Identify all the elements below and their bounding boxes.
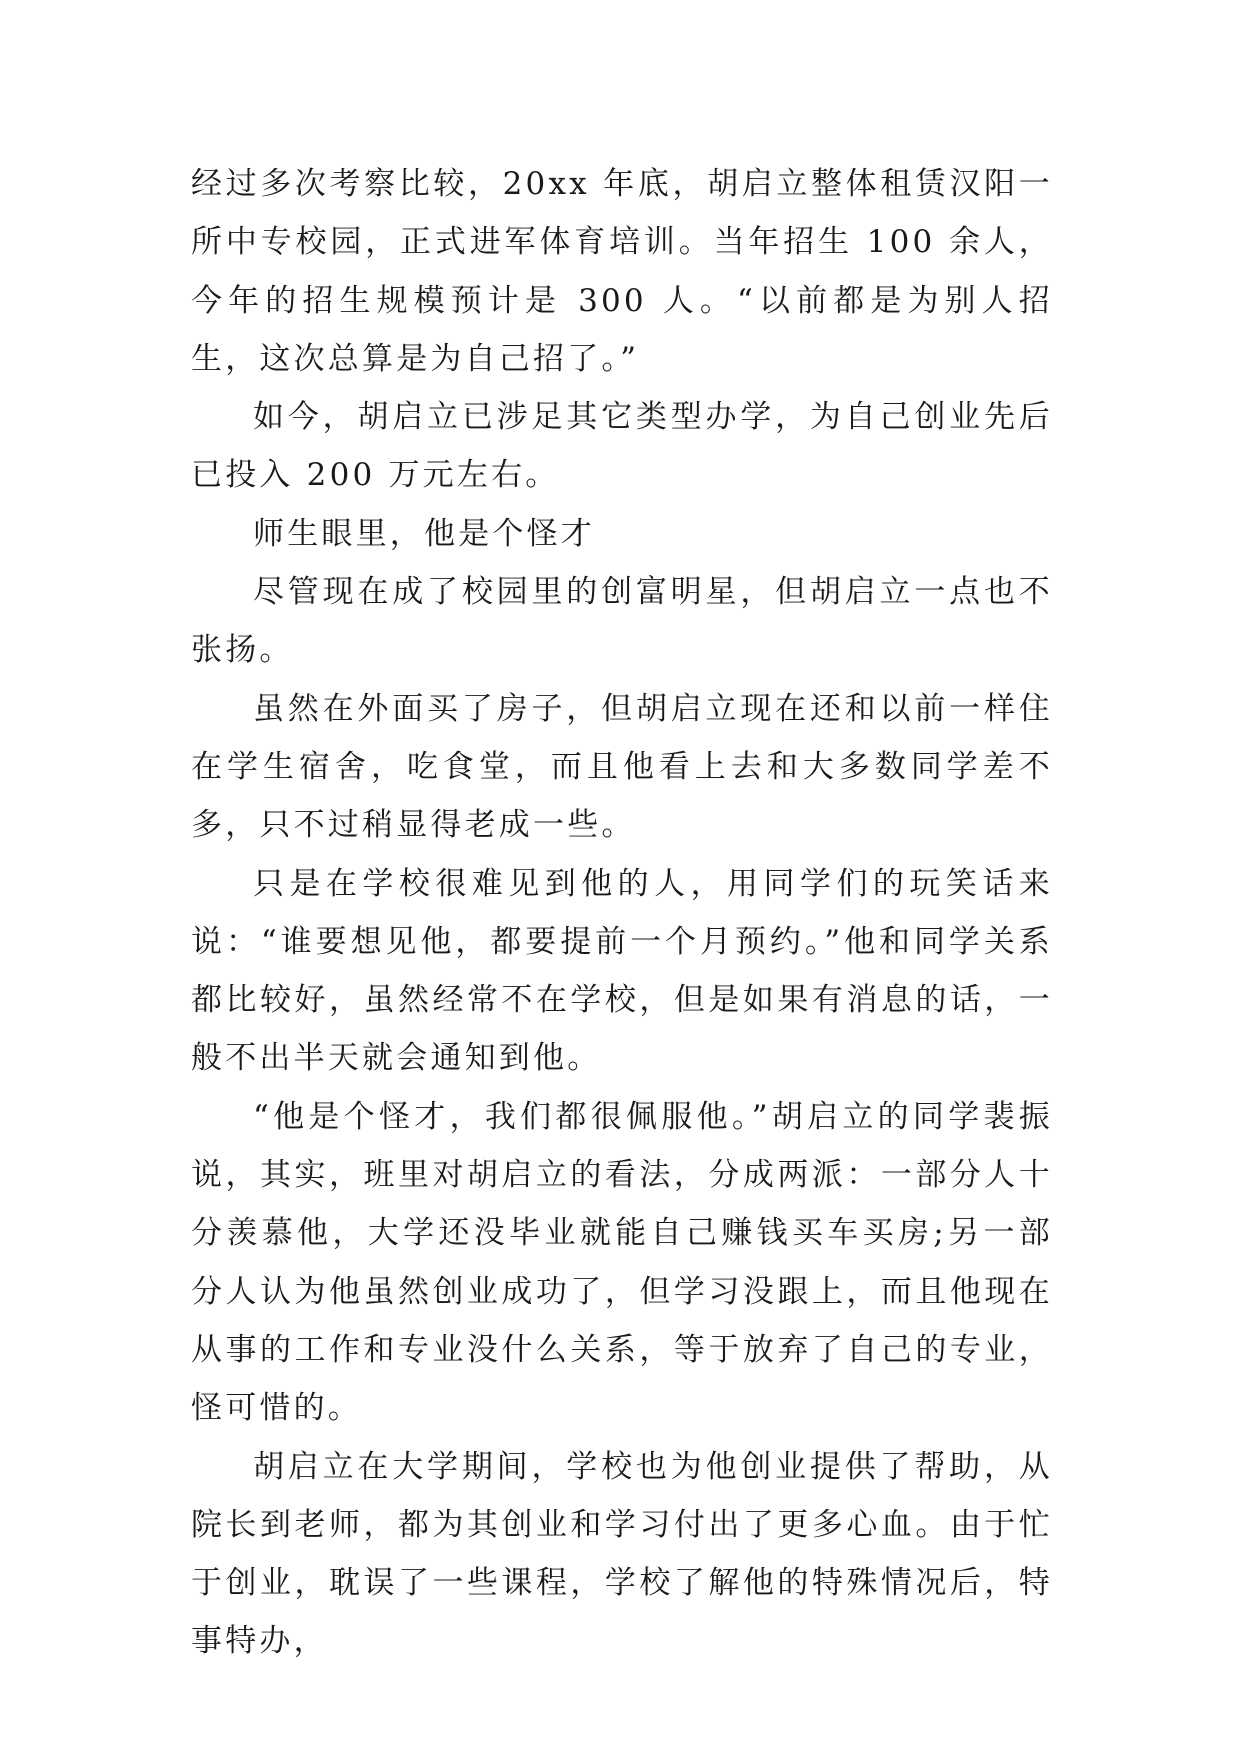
paragraph-2: 如今，胡启立已涉足其它类型办学，为自己创业先后已投入 200 万元左右。 xyxy=(191,399,1053,494)
paragraph-3: 尽管现在成了校园里的创富明星，但胡启立一点也不张扬。 xyxy=(191,574,1053,669)
paragraph-7: 胡启立在大学期间，学校也为他创业提供了帮助，从院长到老师，都为其创业和学习付出了更多心血。由于忙于创业，耽误了一些课程，学校了解他的特殊情况后，特事特办， xyxy=(191,1448,1053,1660)
document-body xyxy=(191,155,1053,1671)
section-heading: 师生眼里，他是个怪才 xyxy=(253,515,595,552)
paragraph-1: 经过多次考察比较，20xx 年底，胡启立整体租赁汉阳一所中专校园，正式进军体育培训。当年招生 100 余人，今年的招生规模预计是 300 人。“以前都是为别人招生，这次总算是为自己招了。” xyxy=(191,166,1053,377)
paragraph-5: 只是在学校很难见到他的人，用同学们的玩笑话来说：“谁要想见他，都要提前一个月预约。”他和同学关系都比较好，虽然经常不在学校，但是如果有消息的话，一般不出半天就会通知到他。 xyxy=(191,865,1053,1077)
paragraph-4: 虽然在外面买了房子，但胡启立现在还和以前一样住在学生宿舍，吃食堂，而且他看上去和大多数同学差不多，只不过稍显得老成一些。 xyxy=(191,690,1053,844)
paragraph-6: “他是个怪才，我们都很佩服他。”胡启立的同学裴振说，其实，班里对胡启立的看法，分成两派：一部分人十分羡慕他，大学还没毕业就能自己赚钱买车买房;另一部分人认为他虽然创业成功了，但学习没跟上，而且他现在从事的工作和专业没什么关系，等于放弃了自己的专业，怪可惜的。 xyxy=(191,1098,1053,1427)
